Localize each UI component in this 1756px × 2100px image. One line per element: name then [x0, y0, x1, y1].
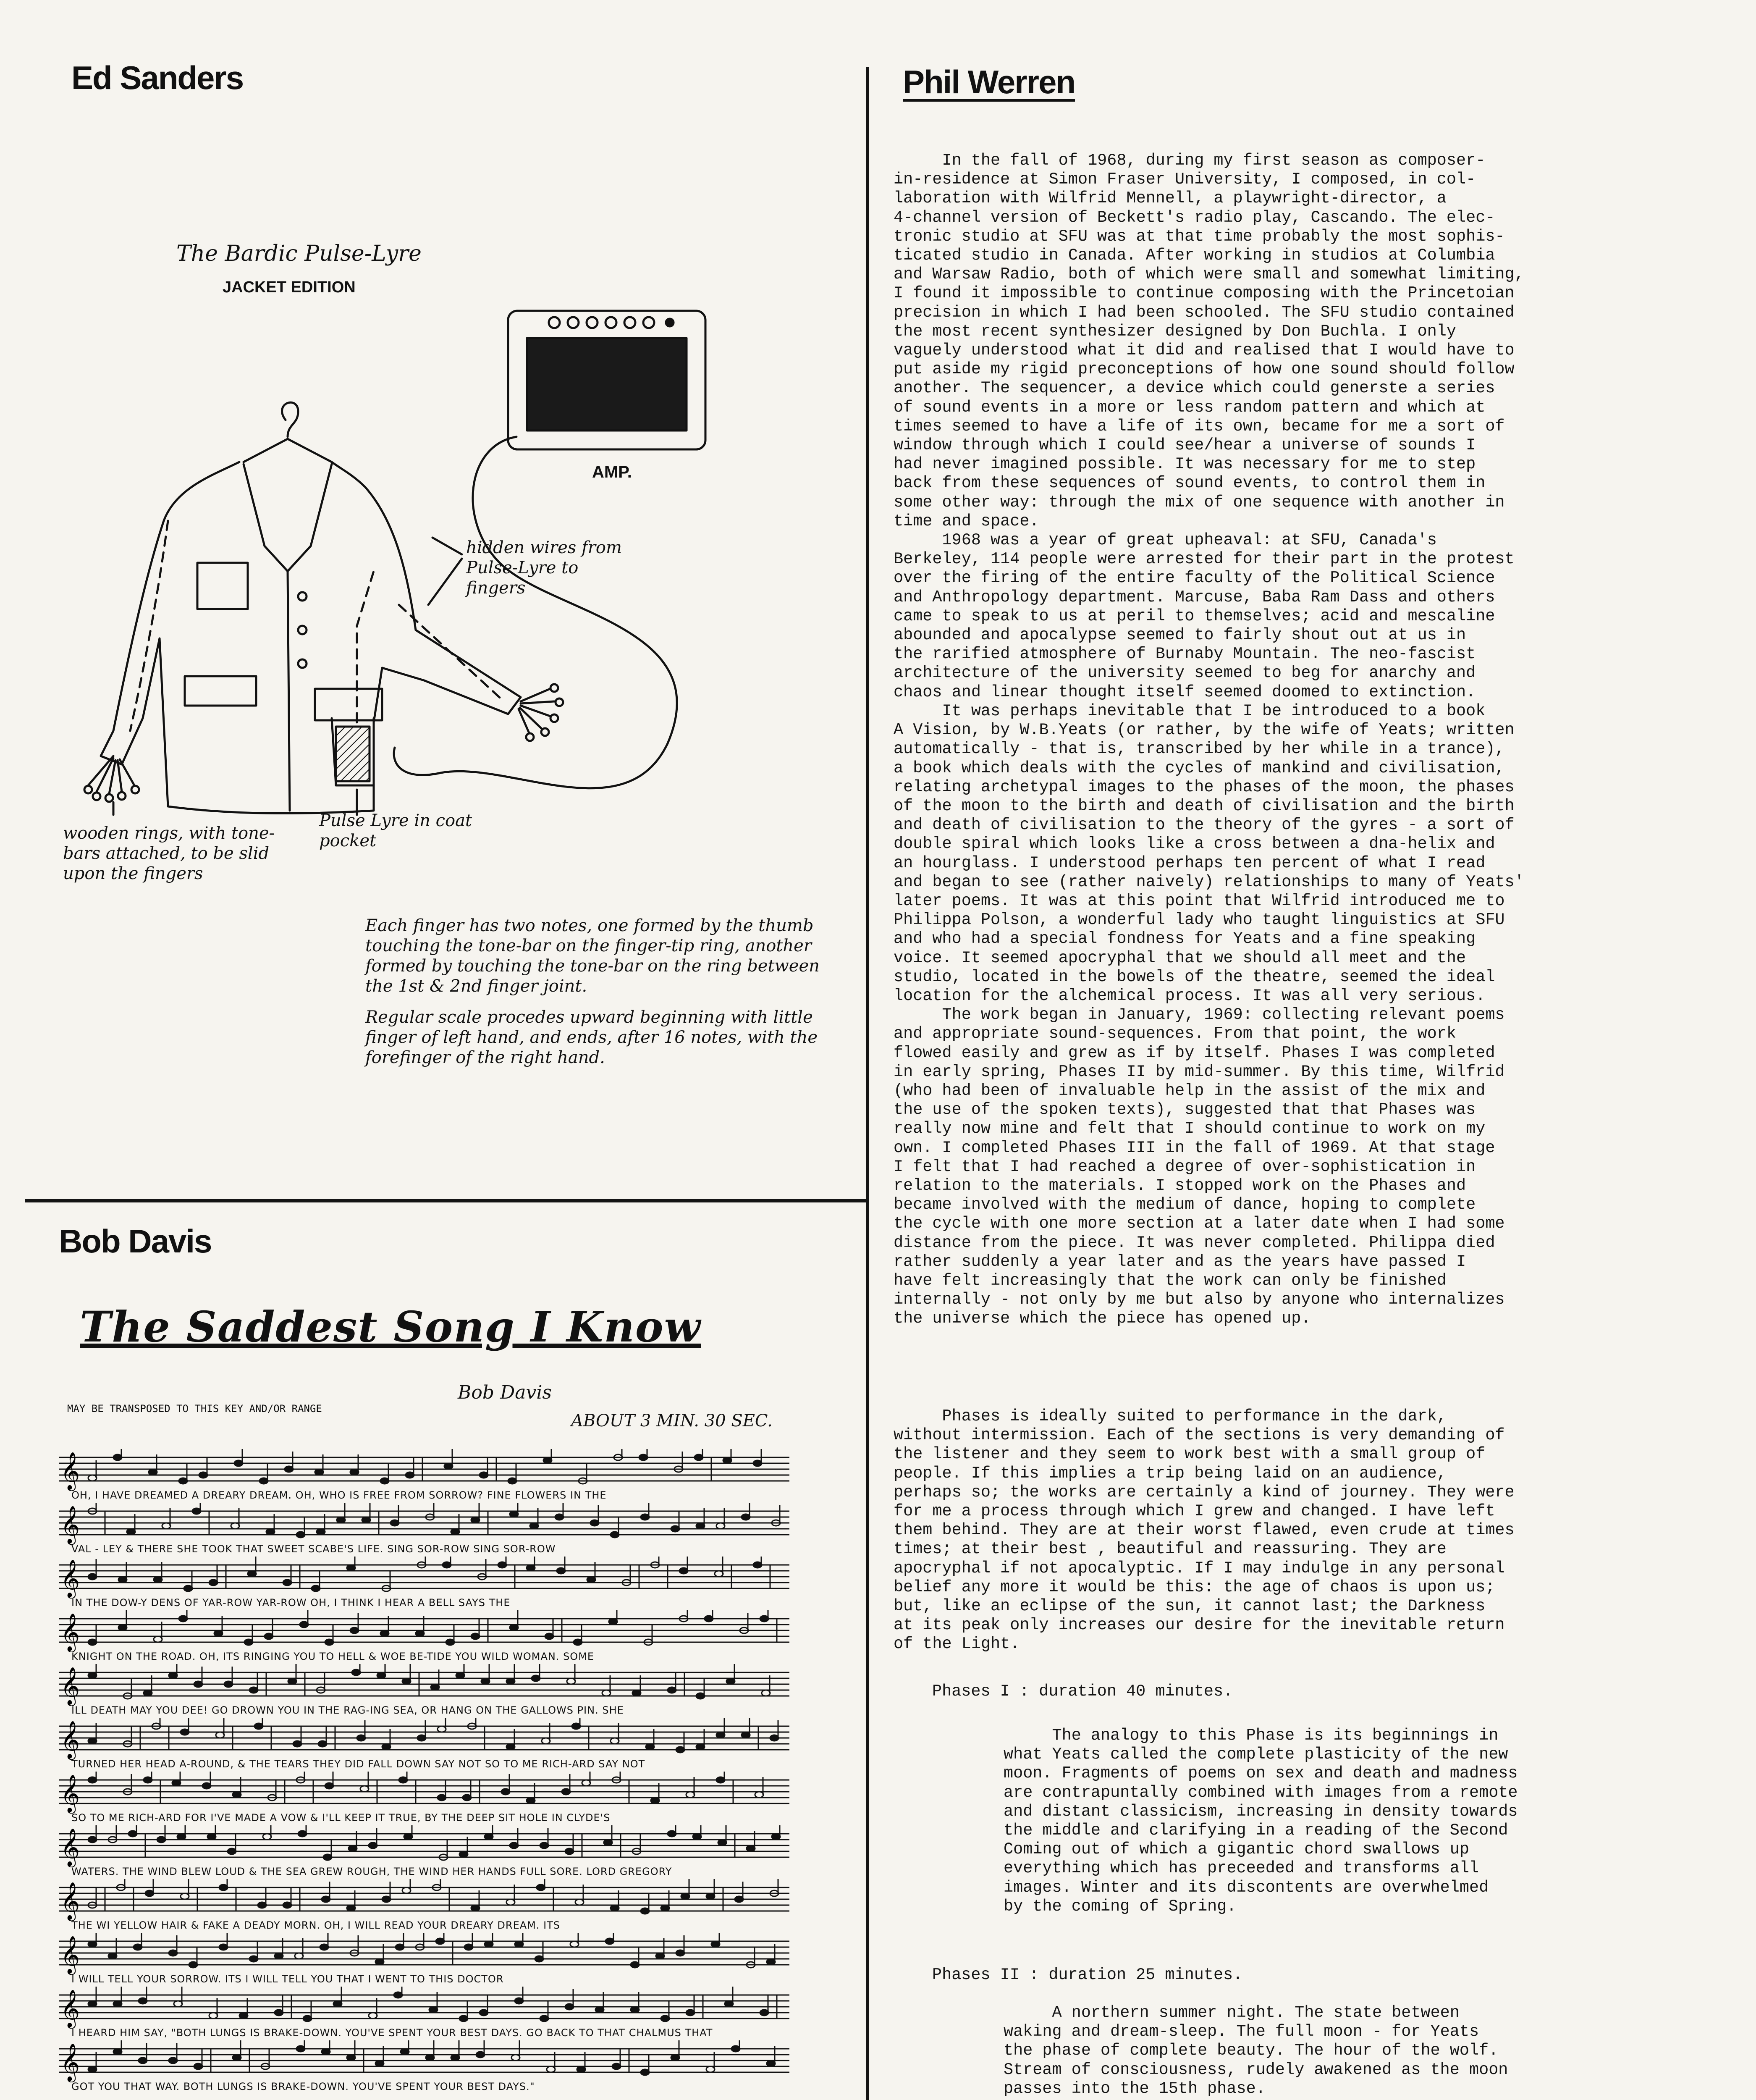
text-line: The analogy to this Phase is its beginnings in [1004, 1726, 1499, 1745]
text-line: 4-channel version of Beckett's radio play, Cascando. The elec- [894, 208, 1495, 227]
text-line: of the Light. [894, 1635, 1020, 1654]
text-line: and who had a special fondness for Yeats and a fine speaking [894, 929, 1476, 948]
svg-text:𝄞: 𝄞 [60, 1559, 80, 1597]
music-staff [55, 1557, 794, 1613]
song-title: The Saddest Song I Know [80, 1302, 701, 1352]
text-line: flowed easily and grew as if by itself. Phases I was completed [894, 1043, 1495, 1062]
text-line: waking and dream-sleep. The full moon - for Yeats [1004, 2022, 1479, 2041]
text-line: time and space. [894, 512, 1039, 530]
svg-text:𝄞: 𝄞 [60, 1613, 80, 1651]
text-line: the listener and they seem to work best with a small group of [894, 1445, 1486, 1464]
staff-lines [55, 2040, 794, 2082]
lyric-line: VAL - LEY & THERE SHE TOOK THAT SWEET SCABE'S LIFE. SING SOR-ROW SING SOR-ROW [71, 1543, 556, 1555]
staff-lines [55, 1557, 794, 1599]
text-line: It was perhaps inevitable that I be introduced to a book [894, 701, 1486, 720]
text-line: 1968 was a year of great upheaval: at SFU, Canada's [894, 531, 1437, 550]
text-line: at its peak only increases our desire for the inevitable return [894, 1616, 1505, 1635]
bob-davis-heading: Bob Davis [59, 1223, 212, 1260]
text-line: but, like an eclipse of the sun, it cannot last; the Darkness [894, 1597, 1486, 1616]
lyric-line: TURNED HER HEAD A-ROUND, & THE TEARS THEY DID FALL DOWN SAY NOT SO TO ME RICH-ARD SAY NOT [71, 1758, 645, 1770]
text-line: double spiral which looks like a cross between a dna-helix and [894, 835, 1495, 853]
text-line: had never imagined possible. It was necessary for me to step [894, 455, 1476, 474]
phases-intro-text [894, 1407, 1679, 1654]
finger-notes [365, 916, 827, 1079]
svg-text:𝄞: 𝄞 [60, 1506, 80, 1544]
music-staff [55, 1610, 794, 1667]
text-line: Berkeley, 114 people were arrested for their part in the protest [894, 550, 1515, 569]
lyric-line: WATERS. THE WIND BLEW LOUD & THE SEA GREW ROUGH, THE WIND HER HANDS FULL SORE. LORD GREGORY [71, 1866, 672, 1877]
text-line: another. The sequencer, a device which could generste a series [894, 379, 1495, 398]
text-line: internally - not only by me but also by anyone who internalizes [894, 1290, 1505, 1309]
music-staff [55, 1933, 794, 1990]
text-line: and death of civilisation to the theory of the gyres - a sort of [894, 816, 1515, 835]
text-line: an hourglass. I understood perhaps ten percent of what I read [894, 853, 1486, 872]
text-line: belief any more it would be this: the age of chaos is upon us; [894, 1578, 1495, 1596]
staff-lines [55, 1987, 794, 2029]
lyric-line: I WILL TELL YOUR SORROW. ITS I WILL TELL YOU THAT I WENT TO THIS DOCTOR [71, 1973, 504, 1985]
pulse-lyre-drawing [63, 227, 840, 1151]
song-duration: ABOUT 3 MIN. 30 SEC. [571, 1411, 773, 1431]
text-line: people. If this implies a trip being laid on an audience, [894, 1464, 1447, 1483]
music-staff [55, 1825, 794, 1882]
staff-lines [55, 1449, 794, 1491]
svg-text:𝄞: 𝄞 [60, 2043, 80, 2081]
svg-text:𝄞: 𝄞 [60, 1882, 80, 1920]
text-line: became involved with the medium of dance, hoping to complete [894, 1195, 1476, 1214]
text-line: later poems. It was at this point that Wilfrid introduced me to [894, 891, 1505, 910]
phase-2-heading: Phases II : duration 25 minutes. [932, 1966, 1243, 1984]
text-line: passes into the 15th phase. [1004, 2079, 1266, 2098]
text-line: of the moon to the birth and death of civilisation and the birth [894, 796, 1515, 815]
text-line: for me a process through which I grew and changed. I have left [894, 1502, 1495, 1521]
phase-1-heading: Phases I : duration 40 minutes. [932, 1682, 1233, 1701]
text-line: abounded and apocalypse seemed to fairly shout out at us in [894, 626, 1466, 645]
text-line: location for the alchemical process. It was all very serious. [894, 986, 1486, 1005]
text-line: of sound events in a more or less random pattern and which at [894, 398, 1486, 417]
text-line: studio, located in the bowels of the theatre, seemed the ideal [894, 967, 1495, 986]
lyric-line: SO TO ME RICH-ARD FOR I'VE MADE A VOW & I'LL KEEP IT TRUE, BY THE DEEP SIT HOLE IN CLYDE'S [71, 1812, 611, 1824]
svg-text:𝄞: 𝄞 [60, 1774, 80, 1812]
text-line: Stream of consciousness, rudely awakened as the moon [1004, 2060, 1508, 2079]
music-staff [55, 1664, 794, 1721]
text-line: Phases is ideally suited to performance in the dark, [894, 1407, 1447, 1425]
text-line: the phase of complete beauty. The hour of the wolf. [1004, 2041, 1499, 2060]
text-line: in early spring, Phases II by mid-summer. By this time, Wilfrid [894, 1062, 1505, 1081]
lyric-line: I HEARD HIM SAY, "BOTH LUNGS IS BRAKE-DOWN. YOU'VE SPENT YOUR BEST DAYS. GO BACK TO THAT CHALMUS THAT [71, 2027, 713, 2039]
svg-text:𝄞: 𝄞 [60, 1452, 80, 1490]
music-staff [55, 1503, 794, 1559]
text-line: relation to the materials. I stopped work on the Phases and [894, 1176, 1466, 1195]
essay-text [894, 151, 1679, 1328]
lyric-line: GOT YOU THAT WAY. BOTH LUNGS IS BRAKE-DOWN. YOU'VE SPENT YOUR BEST DAYS." [71, 2081, 535, 2092]
staff-lines [55, 1664, 794, 1706]
text-line: voice. It seemed apocryphal that we should all meet and the [894, 948, 1466, 967]
finger-note-1: Each finger has two notes, one formed by the thumb touching the tone-bar on the finger-tip ring, another formed by touching the tone-bar on the ring between the 1st & 2nd finger joint. [365, 916, 820, 996]
phil-werren-heading: Phil Werren [903, 63, 1075, 100]
svg-text:𝄞: 𝄞 [60, 1721, 80, 1759]
text-line: relating archetypal images to the phases of the moon, the phases [894, 777, 1515, 796]
text-line: are contrapuntally combined with images from a remote [1004, 1783, 1518, 1802]
finger-note-2: Regular scale procedes upward beginning with little finger of left hand, and ends, after 16 notes, with the forefinger of the right hand. [365, 1008, 818, 1067]
text-line: have felt increasingly that the work can only be finished [894, 1271, 1447, 1290]
text-line: I felt that I had reached a degree of over-sophistication in [894, 1157, 1476, 1176]
text-line: images. Winter and its discontents are overwhelmed [1004, 1878, 1489, 1897]
music-staff [55, 1772, 794, 1828]
amp-label: AMP. [592, 463, 632, 481]
column-divider [866, 67, 869, 2100]
staff-lines [55, 1879, 794, 1921]
svg-text:𝄞: 𝄞 [60, 1990, 80, 2027]
text-line: architecture of the university seemed to beg for anarchy and [894, 664, 1476, 682]
text-line: (who had been of invaluable help in the assist of the mix and [894, 1081, 1486, 1100]
song-author: Bob Davis [458, 1382, 552, 1403]
text-line: A northern summer night. The state between [1004, 2003, 1460, 2022]
svg-text:𝄞: 𝄞 [60, 1936, 80, 1974]
text-line: window through which I could see/hear a universe of sounds I [894, 436, 1476, 455]
text-line: Philippa Polson, a wonderful lady who taught linguistics at SFU [894, 911, 1505, 929]
text-line: I found it impossible to continue composing with the Princetoian [894, 284, 1515, 303]
edition-label: JACKET EDITION [223, 278, 356, 296]
staff-lines [55, 1610, 794, 1652]
text-line: the middle and clarifying in a reading of the Second [1004, 1821, 1508, 1840]
music-staff [55, 1987, 794, 2043]
phase-2-text [1004, 2003, 1508, 2098]
text-line: over the firing of the entire faculty of the Political Science [894, 569, 1495, 588]
wooden-rings-label: wooden rings, with tone-bars attached, to be slid upon the fingers [63, 824, 275, 883]
text-line: in-residence at Simon Fraser University, I composed, in col- [894, 170, 1476, 189]
amp-icon [508, 311, 705, 449]
music-staff [55, 2040, 794, 2097]
staff-lines [55, 1503, 794, 1545]
text-line: own. I completed Phases III in the fall of 1969. At that stage [894, 1138, 1495, 1157]
drawing-title: The Bardic Pulse-Lyre [176, 241, 422, 266]
text-line: the rarified atmosphere of Burnaby Mountain. The neo-fascist [894, 645, 1476, 664]
text-line: In the fall of 1968, during my first season as composer- [894, 151, 1486, 170]
text-line: A Vision, by W.B.Yeats (or rather, by the wife of Yeats; written [894, 721, 1515, 740]
text-line: them behind. They are at their worst flawed, even crude at times [894, 1521, 1515, 1540]
text-line: perhaps so; the works are certainly a kind of journey. They were [894, 1483, 1515, 1502]
sheet-music [55, 1294, 794, 2092]
text-line: everything which has preceeded and transforms all [1004, 1859, 1479, 1878]
pulse-lyre-label: Pulse Lyre in coat pocket [319, 811, 472, 850]
text-line: and distant classicism, increasing in density towards [1004, 1802, 1518, 1821]
staff-lines [55, 1825, 794, 1867]
text-line: the most recent synthesizer designed by Don Buchla. I only [894, 322, 1457, 341]
text-line: times seemed to have a life of its own, became for me a sort of [894, 417, 1505, 436]
ed-sanders-heading: Ed Sanders [71, 59, 244, 96]
text-line: the use of the spoken texts), suggested that that Phases was [894, 1100, 1476, 1119]
lyric-line: THE WI YELLOW HAIR & FAKE A DEADY MORN. OH, I WILL READ YOUR DREARY DREAM. ITS [71, 1919, 561, 1931]
text-line: precision in which I had been schooled. The SFU studio contained [894, 303, 1515, 322]
text-line: what Yeats called the complete plasticity of the new [1004, 1745, 1508, 1764]
staff-lines [55, 1772, 794, 1814]
text-line: times; at their best , beautiful and reassuring. They are [894, 1540, 1447, 1559]
hidden-wires-label: hidden wires from Pulse-Lyre to fingers [466, 538, 622, 598]
section-divider [25, 1199, 869, 1202]
phase-1-text [1004, 1726, 1518, 1916]
svg-text:𝄞: 𝄞 [60, 1667, 80, 1705]
text-line: laboration with Wilfrid Mennell, a playwright-director, a [894, 189, 1447, 208]
music-staff [55, 1879, 794, 1936]
text-line: automatically - that is, transcribed by her while in a trance), [894, 740, 1505, 759]
text-line: ticated studio in Canada. After working in studios at Columbia [894, 246, 1495, 265]
text-line: put aside my rigid preconceptions of how one sound should follow [894, 360, 1515, 379]
text-line: really now mine and felt that I should continue to work on my [894, 1119, 1486, 1138]
text-line: vaguely understood what it did and realised that I would have to [894, 341, 1515, 360]
text-line: rather suddenly a year later and as the years have passed I [894, 1252, 1466, 1271]
transpose-note: MAY BE TRANSPOSED TO THIS KEY AND/OR RANGE [67, 1403, 322, 1415]
text-line: back from these sequences of sound events, to control them in [894, 474, 1486, 493]
text-line: and Anthropology department. Marcuse, Baba Ram Dass and others [894, 588, 1495, 606]
text-line: the cycle with one more section at a later date when I had some [894, 1214, 1505, 1233]
text-line: distance from the piece. It was never completed. Philippa died [894, 1233, 1495, 1252]
text-line: a book which deals with the cycles of mankind and civilisation, [894, 759, 1505, 777]
text-line: without intermission. Each of the sections is very demanding of [894, 1426, 1505, 1445]
text-line: some other way: through the mix of one sequence with another in [894, 493, 1505, 512]
lyric-line: IN THE DOW-Y DENS OF YAR-ROW YAR-ROW OH, I THINK I HEAR A BELL SAYS THE [71, 1597, 511, 1609]
text-line: apocryphal if not apocalyptic. If I may indulge in any personal [894, 1559, 1505, 1578]
text-line: chaos and linear thought itself seemed doomed to extinction. [894, 682, 1476, 701]
music-staff [55, 1449, 794, 1506]
text-line: tronic studio at SFU was at that time probably the most sophis- [894, 227, 1505, 246]
text-line: and Warsaw Radio, both of which were small and somewhat limiting, [894, 265, 1524, 284]
staff-lines [55, 1718, 794, 1760]
text-line: The work began in January, 1969: collecting relevant poems [894, 1005, 1505, 1024]
text-line: Coming out of which a gigantic chord swallows up [1004, 1840, 1469, 1859]
text-line: moon. Fragments of poems on sex and death and madness [1004, 1764, 1518, 1783]
svg-text:𝄞: 𝄞 [60, 1828, 80, 1866]
music-staff [55, 1718, 794, 1774]
text-line: the universe which the piece has opened up. [894, 1309, 1311, 1328]
staff-lines [55, 1933, 794, 1975]
lyric-line: KNIGHT ON THE ROAD. OH, ITS RINGING YOU TO HELL & WOE BE-TIDE YOU WILD WOMAN. SOME [71, 1651, 595, 1662]
lyric-line: OH, I HAVE DREAMED A DREARY DREAM. OH, WHO IS FREE FROM SORROW? FINE FLOWERS IN THE [71, 1489, 607, 1501]
text-line: and began to see (rather naively) relationships to many of Yeats' [894, 872, 1524, 891]
text-line: and appropriate sound-sequences. From that point, the work [894, 1024, 1457, 1043]
text-line: by the coming of Spring. [1004, 1897, 1237, 1916]
lyric-line: ILL DEATH MAY YOU DEE! GO DROWN YOU IN THE RAG-ING SEA, OR HANG ON THE GALLOWS PIN. SHE [71, 1704, 624, 1716]
text-line: came to speak to us at peril to themselves; acid and mescaline [894, 606, 1495, 625]
